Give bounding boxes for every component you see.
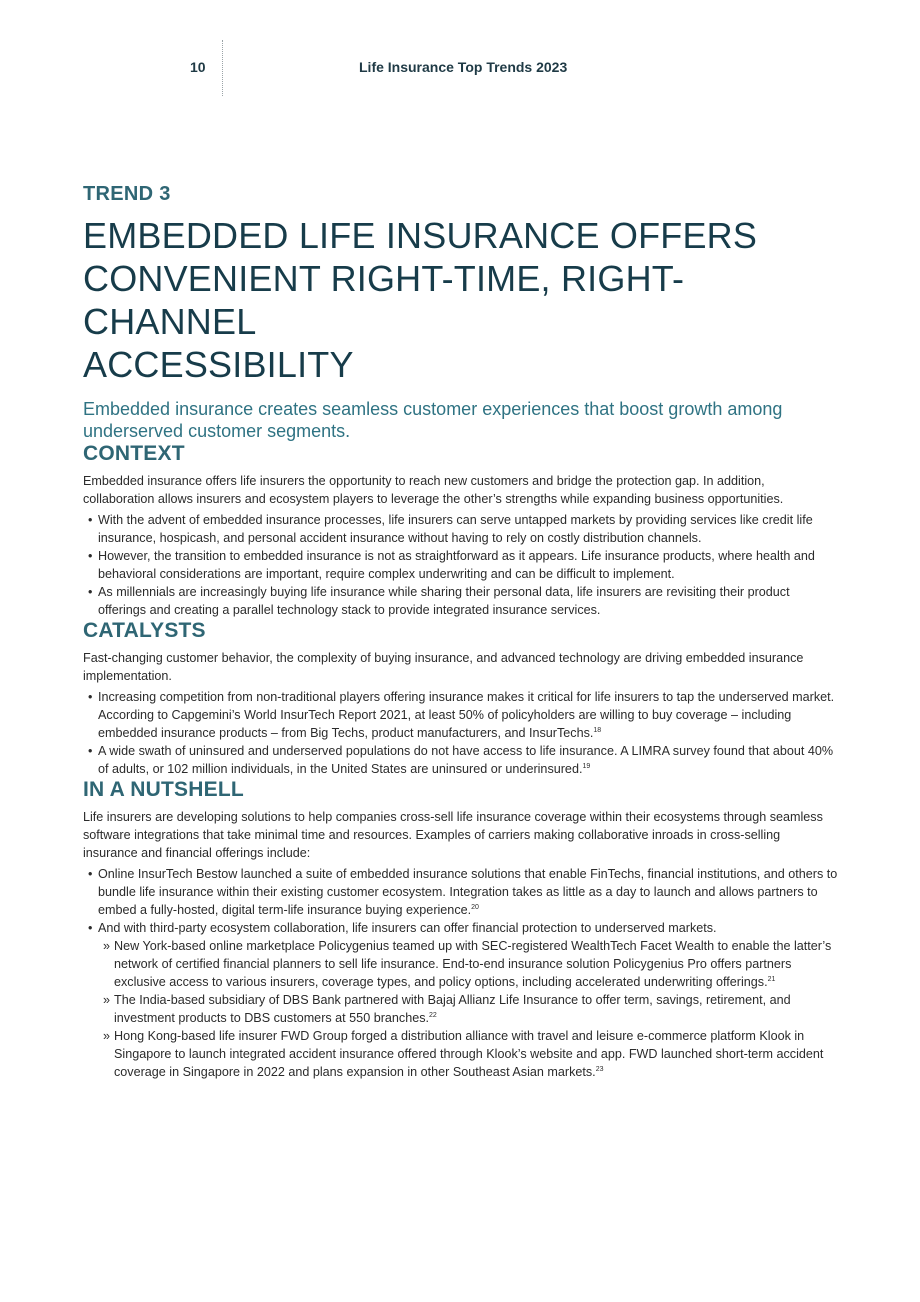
list-item: • Online InsurTech Bestow launched a suite of embedded insurance solutions that enable FinTechs, financial institutions, and others to bundle life insurance within their existing customer ecosystem. Integration takes as little as a day to launch and allows partners to embed a fully-hosted, digital term-life insurance buying experience.$^{20}$ [88, 867, 838, 917]
trend-title-line: EMBEDDED LIFE INSURANCE OFFERS [83, 215, 758, 256]
list-item: • Increasing competition from non-traditional players offering insurance makes it critical for life insurers to tap the underserved market. According to Capgemini’s World InsurTech Report 2021, at least 50% of policyholders are willing to buy coverage – including embedded insurance products – from Big Techs, product manufacturers, and InsurTechs.$^{18}$ [88, 690, 835, 740]
list-item-text: However, the transition to embedded insurance is not as straightforward as it appears. Life insurance products, where health and behavioral considerations are important, require complex underwriting and can be difficult to implement. [98, 549, 815, 581]
list-item-text: And with third-party ecosystem collaboration, life insurers can offer financial protection to underserved markets. [98, 921, 717, 935]
list-item: • However, the transition to embedded insurance is not as straightforward as it appears. Life insurance products, where health and behavioral considerations are important, require complex underwriting and can be difficult to implement. [88, 549, 815, 581]
footnote-ref: 22 [429, 1011, 437, 1019]
footnote-ref: 19 [582, 762, 591, 770]
trend-title-line: CONVENIENT RIGHT-TIME, RIGHT-CHANNEL [83, 258, 685, 342]
nutshell-heading: IN A NUTSHELL [83, 778, 244, 801]
trend-title [83, 214, 838, 386]
list-item: • With the advent of embedded insurance processes, life insurers can serve untapped markets by providing services like credit life insurance, hospicash, and personal accident insurance without having to rely on costly distribution channels. [88, 513, 813, 545]
list-item: • And with third-party ecosystem collaboration, life insurers can offer financial protection to underserved markets. [88, 921, 717, 935]
list-item-text: Online InsurTech Bestow launched a suite of embedded insurance solutions that enable FinTechs, financial institutions, and others to bundle life insurance within their existing customer ecosystem. Integration takes as little as a day to launch and allows partners to embed a fully-hosted, digital term-life insurance buying experience. [98, 867, 838, 917]
catalysts-bullet-list [83, 688, 838, 778]
document-title: Life Insurance Top Trends 2023 [359, 59, 568, 75]
context-section [83, 442, 838, 619]
nutshell-intro: Life insurers are developing solutions to help companies cross-sell life insurance coverage within their ecosystems through seamless software integrations that take minimal time and resources. Examples of carriers making collaborative inroads in cross-selling insurance and financial offerings include: [83, 810, 823, 860]
nutshell-sub-list [83, 937, 838, 1081]
list-item-text: As millennials are increasingly buying life insurance while sharing their personal data, life insurers are revisiting their product offerings and creating a parallel technology stack to provide integrated insurance services. [98, 585, 790, 617]
nutshell-bullet-list [83, 865, 838, 937]
list-item: • A wide swath of uninsured and underserved populations do not have access to life insurance. A LIMRA survey found that about 40% of adults, or 102 million individuals, in the United States are uninsured or underinsured.$^{19}$ [88, 744, 834, 776]
footnote-ref: 23 [595, 1065, 604, 1073]
footnote-ref: 21 [767, 975, 776, 983]
footnote-ref: 18 [593, 726, 602, 734]
list-item-text: Hong Kong-based life insurer FWD Group forged a distribution alliance with travel and leisure e-commerce platform Klook in Singapore to launch integrated accident insurance offered through Klook’s website and app. FWD launched short-term accident coverage in Singapore in 2022 and plans expansion in other Southeast Asian markets. [114, 1029, 824, 1079]
list-item-text: Increasing competition from non-traditional players offering insurance makes it critical for life insurers to tap the underserved market. According to Capgemini’s World InsurTech Report 2021, at least 50% of policyholders are willing to buy coverage – including embedded insurance products – from Big Techs, product manufacturers, and InsurTechs. [98, 690, 835, 740]
sub-list-item: » New York-based online marketplace Policygenius teamed up with SEC-registered WealthTech Facet Wealth to enable the latter’s network of certified financial planners to sell life insurance. End-to-end insurance solution Policygenius Pro offers partners exclusive access to various insurers, coverage types, and policy options, including accelerated underwriting offerings.$^{21}$ [103, 939, 832, 989]
trend-subtitle: Embedded insurance creates seamless customer experiences that boost growth among underserved customer segments. [83, 399, 783, 441]
catalysts-section [83, 619, 838, 778]
list-item-text: With the advent of embedded insurance processes, life insurers can serve untapped markets by providing services like credit life insurance, hospicash, and personal accident insurance without having to rely on costly distribution channels. [98, 513, 813, 545]
nutshell-section [83, 778, 838, 1081]
list-item-text: A wide swath of uninsured and underserved populations do not have access to life insurance. A LIMRA survey found that about 40% of adults, or 102 million individuals, in the United States are uninsured or underinsured. [98, 744, 834, 776]
page-content [83, 183, 838, 1081]
trend-title-line: ACCESSIBILITY [83, 344, 354, 385]
list-item-text: The India-based subsidiary of DBS Bank partnered with Bajaj Allianz Life Insurance to offer term, savings, retirement, and investment products to DBS customers at 550 branches. [114, 993, 791, 1025]
catalysts-heading: CATALYSTS [83, 619, 206, 642]
context-heading: CONTEXT [83, 442, 185, 465]
sub-list-item: » Hong Kong-based life insurer FWD Group forged a distribution alliance with travel and leisure e-commerce platform Klook in Singapore to launch integrated accident insurance offered through Klook’s website and app. FWD launched short-term accident coverage in Singapore in 2022 and plans expansion in other Southeast Asian markets.$^{23}$ [103, 1029, 824, 1079]
header-divider [222, 40, 223, 96]
footnote-ref: 20 [471, 903, 479, 911]
catalysts-intro: Fast-changing customer behavior, the complexity of buying insurance, and advanced technology are driving embedded insurance implementation. [83, 651, 804, 683]
context-intro: Embedded insurance offers life insurers the opportunity to reach new customers and bridge the protection gap. In addition, collaboration allows insurers and ecosystem players to leverage the other’s strengths while expanding business opportunities. [83, 474, 784, 506]
list-item-text: New York-based online marketplace Policygenius teamed up with SEC-registered WealthTech Facet Wealth to enable the latter’s network of certified financial planners to sell life insurance. End-to-end insurance solution Policygenius Pro offers partners exclusive access to various insurers, coverage types, and policy options, including accelerated underwriting offerings. [114, 939, 832, 989]
list-item: • As millennials are increasingly buying life insurance while sharing their personal data, life insurers are revisiting their product offerings and creating a parallel technology stack to provide integrated insurance services. [88, 585, 790, 617]
context-bullet-list [83, 511, 838, 619]
sub-list-item: » The India-based subsidiary of DBS Bank partnered with Bajaj Allianz Life Insurance to offer term, savings, retirement, and investment products to DBS customers at 550 branches.$^{22}$ [103, 993, 791, 1025]
page-number: 10 [190, 59, 206, 75]
page-header [0, 40, 920, 96]
trend-label: TREND 3 [83, 183, 171, 205]
